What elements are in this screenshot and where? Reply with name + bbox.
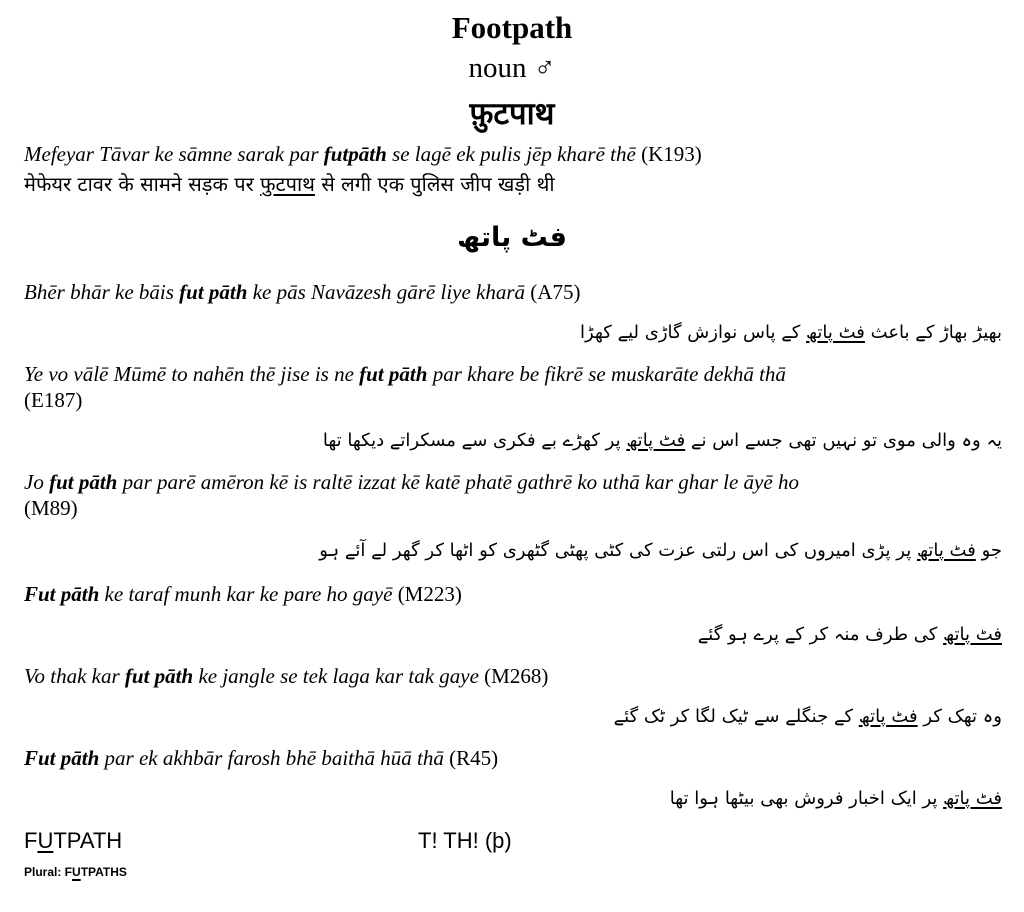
- example-7-urdu: [670, 788, 1002, 809]
- example-6-text-end: ke jangle se tek laga kar tak gaye: [193, 664, 479, 688]
- pronunciation-start: F: [24, 828, 38, 853]
- headword-devanagari: फ़ुटपाथ: [469, 96, 555, 132]
- example-3-urdu: [323, 430, 1002, 451]
- plural-end: TPATHS: [80, 865, 127, 879]
- example-5-urdu-end: کی طرف منہ کر کے پرے ہو گئے: [697, 624, 944, 645]
- example-6-reference: (M268): [484, 664, 549, 688]
- example-4-text-end: par parē amēron kē is raltē izzat kē katē phatē gathrē ko uthā kar ghar le āyē ho: [117, 470, 799, 494]
- example-4-text-start: Jo: [24, 470, 50, 494]
- example-7-urdu-end: پر ایک اخبار فروش بھی بیٹھا ہوا تھا: [669, 788, 944, 809]
- example-1-deva-keyword: फुटपाथ: [260, 172, 315, 196]
- example-3-urdu-start: یہ وہ والی موی تو نہیں تھی جسے اس نے: [685, 430, 1002, 451]
- plural-stress: U: [72, 865, 81, 879]
- example-2-text-start: Bhēr bhār ke bāis: [24, 280, 180, 304]
- example-5-urdu-keyword: فٹ پاتھ: [943, 624, 1002, 645]
- example-2-reference: (A75): [530, 280, 581, 304]
- example-4-reference: (M89): [24, 496, 78, 520]
- example-7-transliteration: [24, 746, 498, 771]
- example-1-devanagari: [24, 170, 555, 197]
- headword-urdu: فٹ پاتھ: [457, 222, 567, 253]
- example-3-transliteration: [24, 362, 786, 387]
- example-6-urdu-start: وہ تھک کر: [917, 706, 1002, 727]
- example-5-urdu: [698, 624, 1002, 645]
- plural-form: [24, 865, 127, 879]
- example-6-urdu: [614, 706, 1002, 727]
- example-2-keyword: fut pāth: [179, 280, 248, 304]
- example-7-keyword: Fut pāth: [24, 746, 100, 770]
- example-1-deva-end: से लगी एक पुलिस जीप खड़ी थी: [314, 172, 555, 196]
- example-6-urdu-keyword: فٹ پاتھ: [858, 706, 918, 727]
- example-6-text-start: Vo thak kar: [24, 664, 125, 688]
- example-1-text-end: se lagē ek pulis jēp kharē thē: [386, 142, 636, 166]
- phonetic-transcription: T! TH! (þ): [418, 828, 512, 853]
- pronunciation-end: TPATH: [53, 828, 123, 853]
- example-2-urdu-start: بھیڑ بھاڑ کے باعث: [864, 322, 1002, 343]
- example-5-transliteration: [24, 582, 462, 607]
- example-7-reference: (R45): [449, 746, 499, 770]
- example-3-keyword: fut pāth: [359, 362, 428, 386]
- example-1-deva-start: मेफेयर टावर के सामने सड़क पर: [24, 172, 261, 196]
- example-4-urdu-end: پر پڑی امیروں کی اس رلتی عزت کی کٹی پھٹی گٹھری کو اٹھا کر گھر لے آئے ہو: [319, 540, 917, 561]
- example-5-text-end: ke taraf munh kar ke pare ho gayē: [99, 582, 393, 606]
- plural-start: Plural: F: [24, 865, 73, 879]
- example-3-text-start: Ye vo vālē Mūmē to nahēn thē jise is ne: [24, 362, 360, 386]
- example-2-transliteration: [24, 280, 580, 305]
- example-1-text-start: Mefeyar Tāvar ke sāmne sarak par: [24, 142, 324, 166]
- example-1-reference: (K193): [641, 142, 702, 166]
- example-3-urdu-end: پر کھڑے بے فکری سے مسکراتے دیکھا تھا: [322, 430, 627, 451]
- example-7-urdu-keyword: فٹ پاتھ: [943, 788, 1002, 809]
- example-4-urdu: [319, 540, 1002, 561]
- example-5-reference: (M223): [397, 582, 462, 606]
- example-1-keyword: futpāth: [323, 142, 387, 166]
- example-6-transliteration: [24, 664, 548, 689]
- example-6-urdu-end: کے جنگلے سے ٹیک لگا کر ٹک گئے: [613, 706, 859, 727]
- pronunciation: [24, 828, 122, 854]
- example-2-urdu-end: کے پاس نوازش گاڑی لیے کھڑا: [580, 322, 807, 343]
- example-4-keyword: fut pāth: [49, 470, 118, 494]
- example-1-transliteration: [24, 142, 702, 167]
- pronunciation-stress: U: [37, 828, 54, 853]
- example-3-reference-line: [24, 388, 82, 413]
- part-of-speech: noun ♂: [468, 52, 556, 84]
- example-5-keyword: Fut pāth: [24, 582, 100, 606]
- example-6-keyword: fut pāth: [124, 664, 194, 688]
- example-4-urdu-keyword: فٹ پاتھ: [916, 540, 976, 561]
- example-2-urdu-keyword: فٹ پاتھ: [806, 322, 865, 343]
- example-2-text-end: ke pās Navāzesh gārē liye kharā: [247, 280, 526, 304]
- example-2-urdu: [580, 322, 1002, 343]
- example-4-transliteration: [24, 470, 799, 495]
- example-4-urdu-start: جو: [975, 540, 1002, 561]
- example-3-reference: (E187): [24, 388, 83, 412]
- example-4-reference-line: [24, 496, 78, 521]
- example-7-text-end: par ek akhbār farosh bhē baithā hūā thā: [99, 746, 444, 770]
- example-3-urdu-keyword: فٹ پاتھ: [626, 430, 686, 451]
- headword: Footpath: [451, 10, 573, 45]
- example-3-text-end: par khare be fikrē se muskarāte dekhā thā: [427, 362, 786, 386]
